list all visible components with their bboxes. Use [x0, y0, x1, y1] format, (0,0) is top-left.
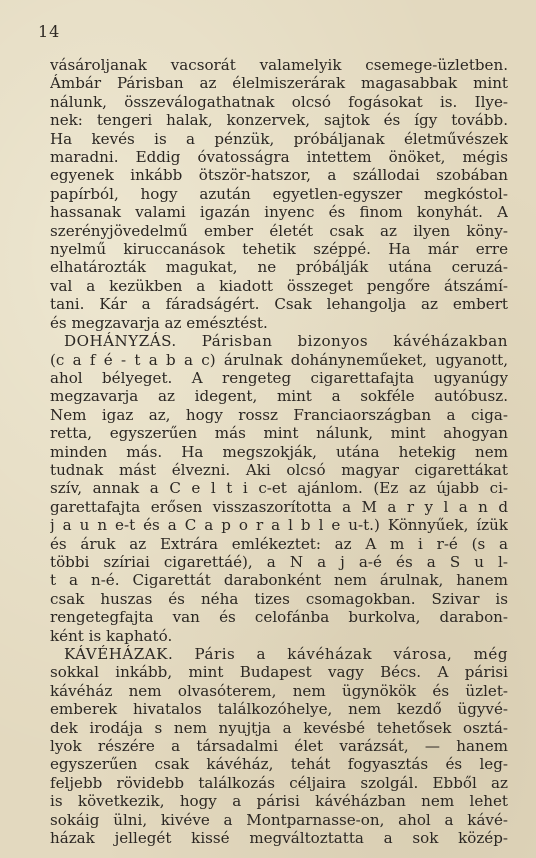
text-line: emberek hivatalos találkozóhelye, nem kezdő ügyvé- [50, 700, 508, 719]
text-line: tani. Kár a fáradságért. Csak lehangolja az embert [50, 295, 508, 314]
text-line: Nem igaz az, hogy rossz Franciaországban a ciga- [50, 405, 508, 424]
text-line: szív, annak a C e l t i c-et ajánlom. (Ez az újabb ci- [50, 479, 508, 498]
section-heading-line: DOHÁNYZÁS. Párisban bizonyos kávéházakban [64, 332, 508, 351]
text-line: j a u n e-t és a C a p o r a l b l e u-t.) Könnyűek, ízük [50, 516, 508, 535]
text-line: és áruk az Extrára emlékeztet: az A m i r-é (s a [50, 534, 508, 553]
section-heading-line: KÁVÉHÁZAK. Páris a kávéházak városa, még [64, 645, 508, 663]
text-line: maradni. Eddig óvatosságra intettem önöket, mégis [50, 148, 508, 167]
text-line: szerényjövedelmű ember életét csak az ilyen köny- [50, 221, 508, 240]
text-line: egyenek inkább ötször-hatszor, a szállodai szobában [50, 166, 508, 185]
text-line: (c a f é - t a b a c) árulnak dohányneműeket, ugyanott, [50, 350, 508, 369]
text-line: lyok részére a társadalmi élet varázsát, — hanem [50, 737, 508, 756]
text-line: egyszerűen csak kávéház, tehát fogyasztás és leg- [50, 755, 508, 774]
text-line: Ha kevés is a pénzük, próbáljanak életművészek [50, 129, 508, 148]
text-line: dek irodája s nem nyujtja a kevésbé tehetősek osztá- [50, 718, 508, 737]
text-line: minden más. Ha megszokják, utána hetekig nem [50, 442, 508, 461]
text-line: ként is kapható. [50, 626, 173, 645]
page-number: 14 [38, 22, 61, 41]
text-line: ahol bélyeget. A rengeteg cigarettafajta ugyanúgy [50, 368, 508, 387]
text-line: rengetegfajta van és celofánba burkolva, darabon- [50, 608, 508, 627]
text-line: csak huszas és néha tizes csomagokban. Szivar is [50, 589, 508, 608]
text-line: elhatározták magukat, ne próbálják utána ceruzá- [50, 258, 508, 277]
text-line: nyelmű kiruccanások tehetik széppé. Ha már erre [50, 240, 508, 259]
text-line: val a kezükben a kiadott összeget pengőre átszámí- [50, 276, 508, 295]
text-line: többi szíriai cigarettáé), a N a j a-é és a S u l- [50, 552, 508, 571]
text-line: t a n-é. Cigarettát darabonként nem árulnak, hanem [50, 571, 508, 590]
text-line: házak jellegét kissé megváltoztatta a sok közép- [50, 829, 508, 848]
text-line: vásároljanak vacsorát valamelyik csemege-üzletben. [50, 56, 508, 74]
book-page [38, 22, 508, 848]
text-line: feljebb rövidebb találkozás céljaira szolgál. Ebből az [50, 773, 508, 792]
text-line: nálunk, összeválogathatnak olcsó fogásokat is. Ilye- [50, 92, 508, 111]
page-body-text [50, 56, 508, 847]
text-line: nek: tengeri halak, konzervek, sajtok és így tovább. [50, 111, 508, 130]
text-line: sokáig ülni, kivéve a Montparnasse-on, ahol a kávé- [50, 810, 508, 829]
text-line: és megzavarja az emésztést. [50, 313, 268, 332]
text-line: garettafajta erősen visszaszorította a M a r y l a n d [50, 497, 508, 516]
text-line: hassanak valami igazán inyenc és finom konyhát. A [50, 203, 508, 222]
text-line: kávéház nem olvasóterem, nem ügynökök és üzlet- [50, 681, 508, 700]
text-line: sokkal inkább, mint Budapest vagy Bécs. A párisi [50, 663, 508, 682]
text-line: megzavarja az idegent, mint a sokféle autóbusz. [50, 387, 508, 406]
text-line: is következik, hogy a párisi kávéházban nem lehet [50, 792, 508, 811]
text-line: retta, egyszerűen más mint nálunk, mint ahogyan [50, 424, 508, 443]
text-line: Ámbár Párisban az élelmiszerárak magasabbak mint [50, 74, 508, 93]
text-line: papírból, hogy azután egyetlen-egyszer megkóstol- [50, 184, 508, 203]
text-line: tudnak mást élvezni. Aki olcsó magyar cigarettákat [50, 460, 508, 479]
